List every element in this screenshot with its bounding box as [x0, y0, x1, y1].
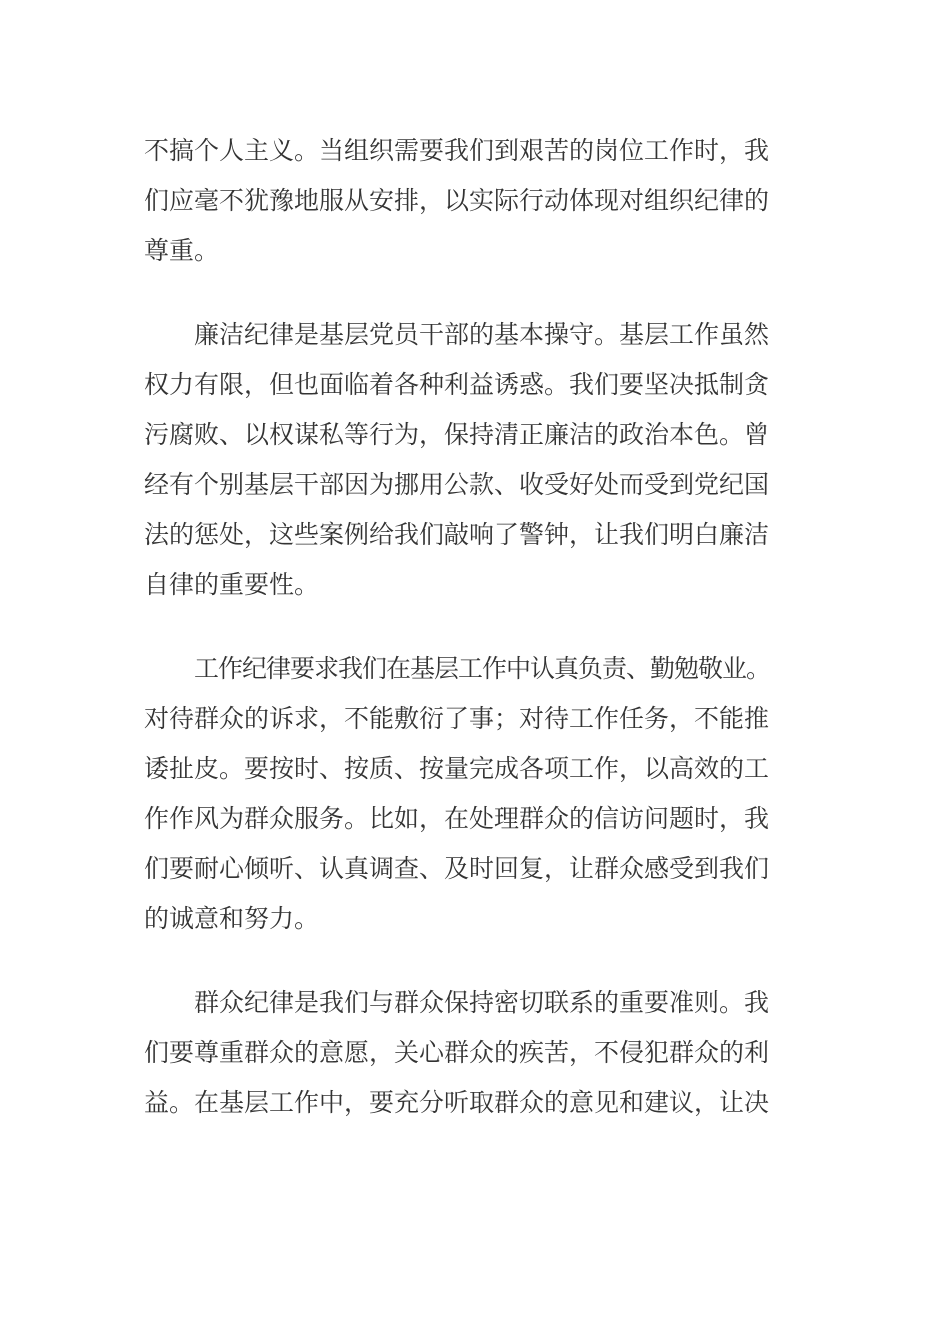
paragraph-spacing [144, 944, 804, 978]
paragraph-integrity-discipline [144, 310, 804, 610]
text-line: 们应毫不犹豫地服从安排，以实际行动体现对组织纪律的 [144, 186, 770, 215]
text-line: 不搞个人主义。当组织需要我们到艰苦的岗位工作时，我 [144, 136, 770, 165]
text-line: 自律的重要性。 [144, 570, 320, 599]
paragraph-organization-discipline [144, 126, 804, 276]
text-line-indented: 工作纪律要求我们在基层工作中认真负责、勤勉敬业。 [194, 654, 771, 683]
paragraph-spacing [144, 276, 804, 310]
text-line: 经有个别基层干部因为挪用公款、收受好处而受到党纪国 [144, 470, 770, 499]
text-line: 法的惩处，这些案例给我们敲响了警钟，让我们明白廉洁 [144, 520, 770, 549]
text-line: 们要尊重群众的意愿，关心群众的疾苦，不侵犯群众的利 [144, 1038, 770, 1067]
text-line: 作作风为群众服务。比如，在处理群众的信访问题时，我 [144, 804, 770, 833]
text-line: 的诚意和努力。 [144, 904, 320, 933]
paragraph-mass-discipline [144, 978, 804, 1128]
paragraph-spacing [144, 610, 804, 644]
paragraph-work-discipline [144, 644, 804, 944]
text-line: 诿扯皮。要按时、按质、按量完成各项工作，以高效的工 [144, 754, 770, 783]
text-line: 益。在基层工作中，要充分听取群众的意见和建议，让决 [144, 1088, 770, 1117]
text-line-indented: 廉洁纪律是基层党员干部的基本操守。基层工作虽然 [194, 320, 770, 349]
text-line: 们要耐心倾听、认真调查、及时回复，让群众感受到我们 [144, 854, 770, 883]
text-line: 对待群众的诉求，不能敷衍了事；对待工作任务，不能推 [144, 704, 770, 733]
text-line: 尊重。 [144, 236, 220, 265]
text-line: 污腐败、以权谋私等行为，保持清正廉洁的政治本色。曾 [144, 420, 770, 449]
text-line-indented: 群众纪律是我们与群众保持密切联系的重要准则。我 [194, 988, 770, 1017]
text-line: 权力有限，但也面临着各种利益诱惑。我们要坚决抵制贪 [144, 370, 770, 399]
document-body [144, 126, 804, 1128]
